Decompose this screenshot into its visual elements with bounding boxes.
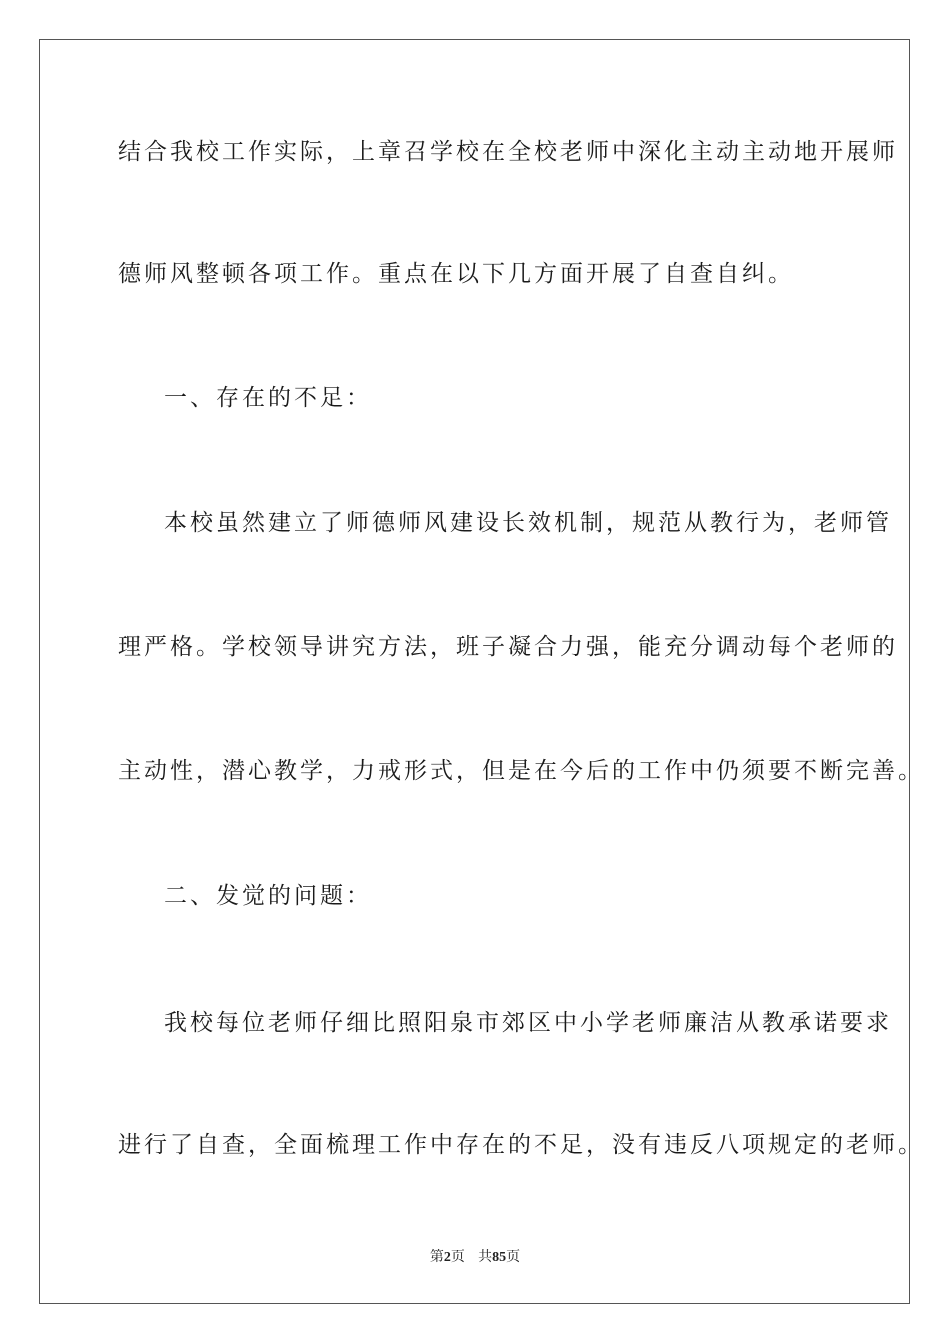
body-text-line-2: 德师风整顿各项工作。重点在以下几方面开展了自查自纠。 [118,261,794,287]
body-text-line-7: 进行了自查，全面梳理工作中存在的不足，没有违反八项规定的老师。 [118,1132,924,1158]
section-heading-1: 一、存在的不足： [164,385,372,411]
body-text-line-6: 我校每位老师仔细比照阳泉市郊区中小学老师廉洁从教承诺要求 [164,1010,892,1036]
page-label-prefix: 第 [429,1249,444,1265]
body-text-line-1: 结合我校工作实际，上章召学校在全校老师中深化主动主动地开展师 [118,139,898,165]
total-label-suffix: 页 [506,1249,521,1265]
page-number: 2 [443,1250,451,1265]
page-footer [0,1247,950,1268]
page-label-suffix: 页 [450,1249,465,1265]
page-border [39,39,924,1304]
body-text-line-4: 理严格。学校领导讲究方法，班子凝合力强，能充分调动每个老师的 [118,634,898,660]
section-heading-2: 二、发觉的问题： [164,883,372,909]
body-text-line-3: 本校虽然建立了师德师风建设长效机制，规范从教行为，老师管 [164,510,892,536]
body-text-line-5: 主动性，潜心教学，力戒形式，但是在今后的工作中仍须要不断完善。 [118,758,924,784]
total-pages: 85 [492,1250,507,1265]
total-label-prefix: 共 [478,1249,493,1265]
